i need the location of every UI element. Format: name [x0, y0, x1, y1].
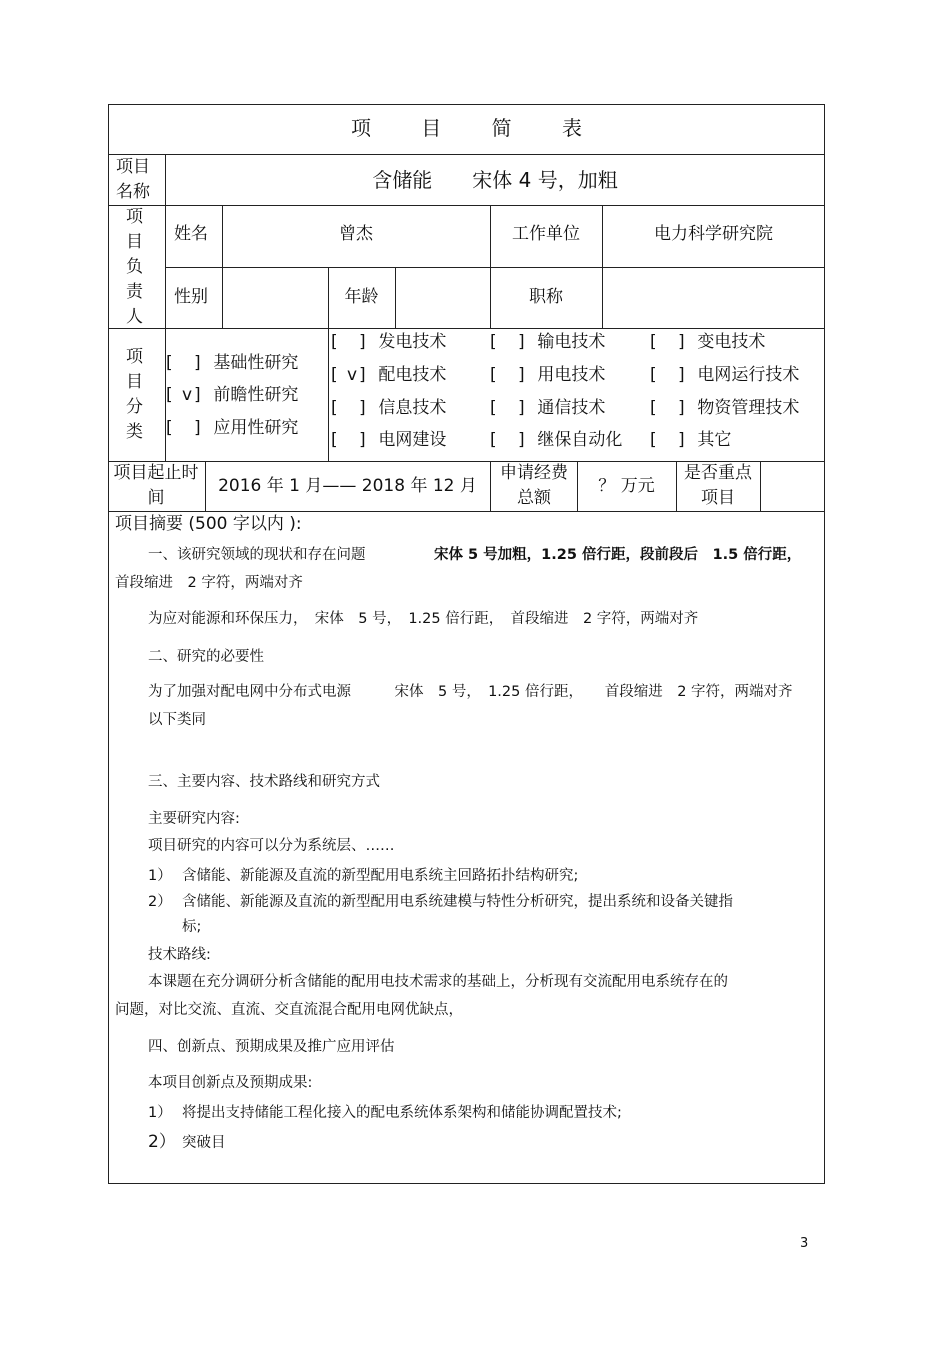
table-line: [676, 461, 677, 511]
tech-checkbox[interactable]: [ ] 用电技术: [490, 365, 606, 385]
content-item-text: 含储能、新能源及直流的新型配用电系统主回路拓扑结构研究;: [182, 868, 579, 884]
research-type-applied[interactable]: [ ] 应用性研究: [166, 418, 299, 438]
content-label: 主要研究内容:: [148, 811, 240, 827]
key-project-label: 是否重点项目: [684, 463, 752, 508]
section-1-body: 为应对能源和环保压力， 宋体 5 号， 1.25 倍行距， 首段缩进 2 字符，两端对齐: [148, 611, 699, 627]
section-4-heading: 四、创新点、预期成果及推广应用评估: [148, 1039, 395, 1055]
innovation-item-text: 将提出支持储能工程化接入的配电系统体系架构和储能协调配置技术;: [182, 1105, 622, 1121]
section-1-format-note: 宋体 5 号加粗，1.25 倍行距，段前段后 1.5 倍行距，: [434, 547, 802, 563]
tech-checkbox[interactable]: [ ] 通信技术: [490, 398, 606, 418]
tech-checkbox[interactable]: [ ] 信息技术: [331, 398, 447, 418]
period-value: 2016 年 1 月—— 2018 年 12 月: [218, 476, 477, 496]
table-title: 项 目 简 表: [350, 116, 605, 140]
table-line: [602, 205, 603, 328]
table-line: [108, 511, 825, 512]
project-name-value: 含储能 宋体 4 号，加粗: [372, 168, 618, 192]
innovation-item-number: 1）: [148, 1105, 172, 1121]
innovation-intro: 本项目创新点及预期成果:: [148, 1075, 313, 1091]
tech-checkbox[interactable]: [ ] 发电技术: [331, 332, 447, 352]
work-unit-label: 工作单位: [512, 224, 580, 244]
content-intro: 项目研究的内容可以分为系统层、……: [148, 838, 395, 854]
category-label: 项目分类: [126, 347, 143, 442]
period-label: 项目起止时间: [113, 463, 199, 508]
tech-checkbox[interactable]: [ ] 电网运行技术: [650, 365, 800, 385]
tech-checkbox[interactable]: [ ] 其它: [650, 430, 732, 450]
section-3-heading: 三、主要内容、技术路线和研究方式: [148, 774, 380, 790]
table-line: [165, 267, 825, 268]
section-1-format-note-cont: 首段缩进 2 字符，两端对齐: [115, 575, 303, 591]
route-body: 本课题在充分调研分析含储能的配用电技术需求的基础上，分析现有交流配用电系统存在的: [148, 974, 728, 990]
tech-checkbox[interactable]: [ ] 继保自动化: [490, 430, 623, 450]
name-value: 曾杰: [339, 224, 373, 244]
route-label: 技术路线:: [148, 947, 211, 963]
research-type-forward[interactable]: [ v ] 前瞻性研究: [166, 385, 299, 405]
leader-label: 项目负责人: [126, 207, 143, 327]
age-label: 年龄: [344, 287, 379, 307]
tech-checkbox[interactable]: [ ] 物资管理技术: [650, 398, 800, 418]
section-2-body-cont: 以下类同: [148, 712, 206, 728]
content-item-text-cont: 标;: [182, 919, 202, 935]
innovation-item-text: 突破目: [182, 1135, 226, 1151]
research-type-basic[interactable]: [ ] 基础性研究: [166, 353, 299, 373]
tech-checkbox[interactable]: [ v ] 配电技术: [331, 365, 447, 385]
tech-checkbox[interactable]: [ ] 电网建设: [331, 430, 447, 450]
project-summary-table: [108, 104, 825, 1184]
table-line: [395, 267, 396, 328]
name-label: 姓名: [174, 224, 208, 244]
table-line: [760, 461, 761, 511]
abstract-heading: 项目摘要 (500 字以内 ):: [115, 514, 302, 534]
work-unit-value: 电力科学研究院: [654, 224, 773, 244]
tech-checkbox[interactable]: [ ] 变电技术: [650, 332, 766, 352]
page-number: 3: [800, 1236, 809, 1251]
job-title-label: 职称: [529, 287, 563, 307]
content-item-number: 2）: [148, 894, 172, 910]
table-line: [108, 205, 825, 206]
innovation-item-number: 2）: [148, 1132, 176, 1152]
gender-label: 性别: [174, 287, 208, 307]
section-1-heading: 一、该研究领域的现状和存在问题: [148, 547, 366, 563]
project-name-label: 项目名称: [116, 157, 150, 202]
tech-checkbox[interactable]: [ ] 输电技术: [490, 332, 606, 352]
content-item-text: 含储能、新能源及直流的新型配用电系统建模与特性分析研究，提出系统和设备关键指: [182, 894, 733, 910]
table-line: [108, 328, 825, 329]
budget-label: 申请经费总额: [500, 463, 568, 508]
table-line: [490, 461, 491, 511]
section-2-body: 为了加强对配电网中分布式电源 宋体 5 号， 1.25 倍行距， 首段缩进 2 字符，两端对齐: [148, 684, 793, 700]
table-line: [490, 205, 491, 328]
table-line: [222, 205, 223, 328]
table-line: [108, 154, 825, 155]
budget-value: ？ 万元: [598, 476, 655, 496]
content-item-number: 1）: [148, 868, 172, 884]
section-2-heading: 二、研究的必要性: [148, 649, 264, 665]
route-body-cont: 问题，对比交流、直流、交直流混合配用电网优缺点，: [115, 1002, 463, 1018]
